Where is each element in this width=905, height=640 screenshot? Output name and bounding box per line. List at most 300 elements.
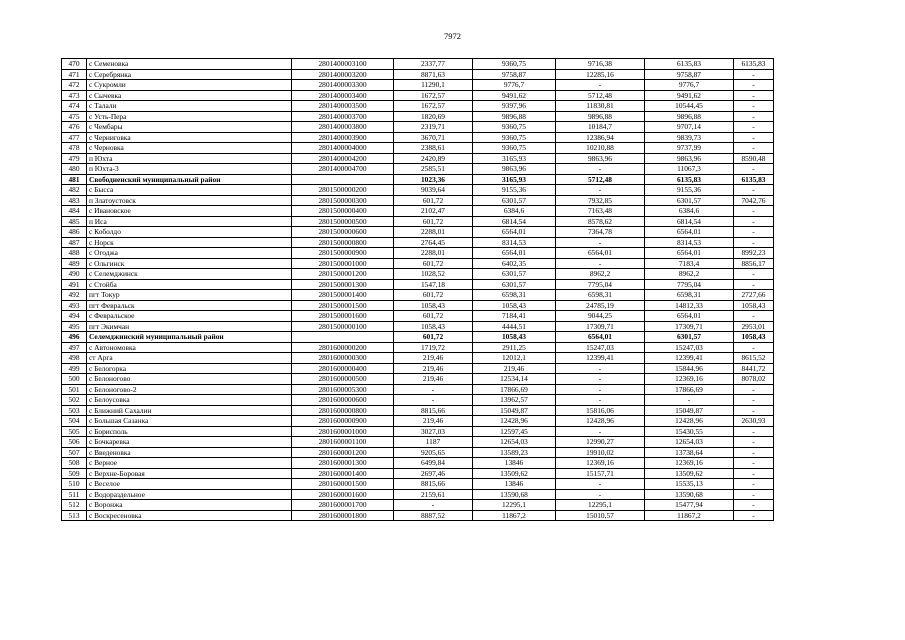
value-3-cell: 19910,02 [556,447,645,458]
value-4-cell: 9758,87 [645,69,734,80]
settlement-name-cell: с Усть-Пера [87,111,292,122]
oktmo-code-cell: 2801600001400 [292,468,394,479]
table-row [62,143,774,154]
value-1-cell: 219,46 [394,363,473,374]
settlement-name-cell: с Огоджа [87,248,292,259]
value-3-cell: 12399,41 [556,353,645,364]
value-4-cell: 7795,04 [645,279,734,290]
value-3-cell: - [556,258,645,269]
value-2-cell: 3165,93 [473,174,556,185]
value-1-cell: 8887,52 [394,510,473,521]
value-5-cell: 8590,48 [734,153,774,164]
settlement-name-cell: с Водораздельное [87,489,292,500]
value-2-cell: 6301,57 [473,195,556,206]
table-row [62,384,774,395]
value-5-cell: 8856,17 [734,258,774,269]
settlement-name-cell: с Бысса [87,185,292,196]
value-4-cell: 11867,2 [645,510,734,521]
row-number-cell: 476 [62,122,87,133]
value-2-cell: 6564,01 [473,227,556,238]
value-5-cell: 2630,93 [734,416,774,427]
row-number-cell: 509 [62,468,87,479]
value-4-cell: 13590,68 [645,489,734,500]
value-1-cell: 8871,63 [394,69,473,80]
value-3-cell: 12386,94 [556,132,645,143]
table-row [62,416,774,427]
value-3-cell: 9863,96 [556,153,645,164]
value-3-cell: - [556,479,645,490]
table-row [62,258,774,269]
value-5-cell: - [734,185,774,196]
value-3-cell: 5712,48 [556,90,645,101]
table-row [62,248,774,259]
row-number-cell: 507 [62,447,87,458]
table-row [62,227,774,238]
settlement-name-cell: с Коболдо [87,227,292,238]
oktmo-code-cell: 2801500000500 [292,216,394,227]
oktmo-code-cell: 2801500000400 [292,206,394,217]
settlement-name-cell: с Черновка [87,143,292,154]
value-3-cell: 7163,48 [556,206,645,217]
value-4-cell: 9707,14 [645,122,734,133]
row-number-cell: 480 [62,164,87,175]
table-row [62,80,774,91]
value-4-cell: 12428,96 [645,416,734,427]
oktmo-code-cell: 2801600000600 [292,395,394,406]
value-3-cell: - [556,80,645,91]
oktmo-code-cell: 2801600001600 [292,489,394,500]
settlement-name-cell: с Стойба [87,279,292,290]
row-number-cell: 508 [62,458,87,469]
value-1-cell: 8815,66 [394,405,473,416]
settlement-name-cell: с Белоногово-2 [87,384,292,395]
value-4-cell: 9839,73 [645,132,734,143]
value-2-cell: 13846 [473,458,556,469]
value-5-cell: 8441,72 [734,363,774,374]
value-4-cell: 17866,69 [645,384,734,395]
value-1-cell: 1058,43 [394,300,473,311]
value-4-cell: 12399,41 [645,353,734,364]
value-4-cell: 15049,87 [645,405,734,416]
oktmo-code-cell: 2801600001800 [292,510,394,521]
settlement-name-cell: с Воронжа [87,500,292,511]
value-5-cell: - [734,437,774,448]
value-1-cell: 2585,51 [394,164,473,175]
value-3-cell: - [556,237,645,248]
oktmo-code-cell: 2801400003200 [292,69,394,80]
row-number-cell: 491 [62,279,87,290]
value-2-cell: 12534,14 [473,374,556,385]
value-5-cell: 6135,83 [734,174,774,185]
table-row [62,290,774,301]
value-1-cell: 2288,01 [394,248,473,259]
value-1-cell: 601,72 [394,216,473,227]
value-3-cell: 9896,88 [556,111,645,122]
value-1-cell: 2337,77 [394,59,473,70]
value-1-cell: 219,46 [394,374,473,385]
value-4-cell: 15247,03 [645,342,734,353]
value-1-cell: 601,72 [394,311,473,322]
settlement-name-cell: с Верхне-Боровая [87,468,292,479]
value-1-cell: 2697,46 [394,468,473,479]
value-5-cell: 7042,76 [734,195,774,206]
row-number-cell: 510 [62,479,87,490]
oktmo-code-cell: 2801600001500 [292,479,394,490]
value-5-cell: 1058,43 [734,300,774,311]
settlement-name-cell: с Черниговка [87,132,292,143]
value-5-cell: - [734,384,774,395]
row-number-cell: 489 [62,258,87,269]
value-2-cell: 13962,57 [473,395,556,406]
oktmo-code-cell [292,174,394,185]
row-number-cell: 470 [62,59,87,70]
oktmo-code-cell: 2801500000800 [292,237,394,248]
value-5-cell: - [734,122,774,133]
value-2-cell: 9863,96 [473,164,556,175]
value-3-cell: 9044,25 [556,311,645,322]
value-2-cell: 12012,1 [473,353,556,364]
value-3-cell: - [556,489,645,500]
value-1-cell: 1028,52 [394,269,473,280]
value-4-cell: 6135,83 [645,59,734,70]
value-2-cell: 17866,69 [473,384,556,395]
row-number-cell: 472 [62,80,87,91]
value-3-cell: - [556,384,645,395]
oktmo-code-cell: 2801600005300 [292,384,394,395]
value-4-cell: 11067,3 [645,164,734,175]
row-number-cell: 477 [62,132,87,143]
oktmo-code-cell: 2801500001600 [292,311,394,322]
value-4-cell: 8314,53 [645,237,734,248]
value-2-cell: 13509,62 [473,468,556,479]
value-5-cell: - [734,479,774,490]
oktmo-code-cell: 2801400003500 [292,101,394,112]
value-5-cell: - [734,510,774,521]
value-2-cell: 9360,75 [473,143,556,154]
oktmo-code-cell: 2801500000100 [292,321,394,332]
oktmo-code-cell: 2801600001000 [292,426,394,437]
value-2-cell: 6814,54 [473,216,556,227]
value-3-cell: 6564,01 [556,332,645,343]
value-2-cell: 8314,53 [473,237,556,248]
table-row [62,374,774,385]
table-row [62,216,774,227]
oktmo-code-cell: 2801600000300 [292,353,394,364]
value-1-cell: 2319,71 [394,122,473,133]
value-2-cell: 219,46 [473,363,556,374]
value-1-cell: 601,72 [394,258,473,269]
settlement-name-cell: с Ольгинск [87,258,292,269]
value-4-cell: 9776,7 [645,80,734,91]
settlement-name-cell: с Ближний Сахалин [87,405,292,416]
value-4-cell: 14812,33 [645,300,734,311]
settlement-name-cell: с Веселое [87,479,292,490]
value-2-cell: 1058,43 [473,332,556,343]
oktmo-code-cell: 2801400003400 [292,90,394,101]
settlement-name-cell: п Иса [87,216,292,227]
value-1-cell: 8815,66 [394,479,473,490]
row-number-cell: 496 [62,332,87,343]
oktmo-code-cell: 2801400003300 [292,80,394,91]
oktmo-code-cell: 2801500001200 [292,269,394,280]
value-2-cell: 12428,96 [473,416,556,427]
value-1-cell: 9039,64 [394,185,473,196]
value-5-cell: - [734,227,774,238]
row-number-cell: 471 [62,69,87,80]
settlement-name-cell: с Сукромли [87,80,292,91]
value-3-cell: - [556,363,645,374]
value-4-cell: 13738,64 [645,447,734,458]
value-2-cell: 9360,75 [473,132,556,143]
value-1-cell: 601,72 [394,332,473,343]
value-4-cell: 6564,01 [645,248,734,259]
value-5-cell: - [734,426,774,437]
table-row [62,101,774,112]
value-2-cell: 9360,75 [473,122,556,133]
settlement-name-cell: с Сычевка [87,90,292,101]
value-5-cell: - [734,269,774,280]
table-row [62,164,774,175]
value-4-cell: 13509,62 [645,468,734,479]
row-number-cell: 500 [62,374,87,385]
row-number-cell: 506 [62,437,87,448]
value-3-cell: 9716,38 [556,59,645,70]
value-2-cell: 9758,87 [473,69,556,80]
value-1-cell: 2288,01 [394,227,473,238]
value-5-cell: - [734,311,774,322]
value-3-cell: 15247,03 [556,342,645,353]
value-5-cell: 2953,01 [734,321,774,332]
value-4-cell: 6564,01 [645,227,734,238]
row-number-cell: 487 [62,237,87,248]
settlement-name-cell: с Верное [87,458,292,469]
value-5-cell: - [734,279,774,290]
value-4-cell: 9863,96 [645,153,734,164]
table-row [62,353,774,364]
value-1-cell: 601,72 [394,290,473,301]
value-2-cell: 9397,96 [473,101,556,112]
value-3-cell: 10184,7 [556,122,645,133]
value-3-cell: 12990,27 [556,437,645,448]
table-row [62,479,774,490]
page-number: 7972 [444,31,461,41]
table-row [62,111,774,122]
settlement-name-cell: п Златоустовск [87,195,292,206]
value-1-cell: 601,72 [394,195,473,206]
value-3-cell: 12285,16 [556,69,645,80]
oktmo-code-cell: 2801500001400 [292,290,394,301]
value-3-cell: 8962,2 [556,269,645,280]
value-2-cell: 13590,68 [473,489,556,500]
row-number-cell: 494 [62,311,87,322]
oktmo-code-cell: 2801400003700 [292,111,394,122]
value-3-cell: 7932,85 [556,195,645,206]
table-row [62,342,774,353]
settlement-name-cell: с Серебрянка [87,69,292,80]
value-1-cell: 6499,84 [394,458,473,469]
oktmo-code-cell: 2801600001200 [292,447,394,458]
settlement-name-cell: с Введеновка [87,447,292,458]
value-2-cell: 6301,57 [473,279,556,290]
value-5-cell: - [734,101,774,112]
value-1-cell: 1820,69 [394,111,473,122]
table-row [62,363,774,374]
value-3-cell: 12295,1 [556,500,645,511]
row-number-cell: 482 [62,185,87,196]
row-number-cell: 503 [62,405,87,416]
value-4-cell: 12369,16 [645,458,734,469]
value-5-cell: - [734,458,774,469]
settlement-name-cell: с Ивановское [87,206,292,217]
value-5-cell: - [734,342,774,353]
value-4-cell: 8962,2 [645,269,734,280]
value-5-cell: - [734,69,774,80]
value-4-cell: 6384,6 [645,206,734,217]
settlement-name-cell: п Юхта-3 [87,164,292,175]
value-1-cell: 9205,65 [394,447,473,458]
oktmo-code-cell: 2801600001300 [292,458,394,469]
settlement-name-cell: с Бочкаревка [87,437,292,448]
value-5-cell: - [734,111,774,122]
value-3-cell: 12428,96 [556,416,645,427]
table-row [62,447,774,458]
value-2-cell: 15049,87 [473,405,556,416]
row-number-cell: 501 [62,384,87,395]
row-number-cell: 504 [62,416,87,427]
value-4-cell: 15844,96 [645,363,734,374]
oktmo-code-cell: 2801600000900 [292,416,394,427]
value-3-cell: 8578,62 [556,216,645,227]
table-row [62,59,774,70]
table-row [62,174,774,185]
oktmo-code-cell: 2801600000500 [292,374,394,385]
value-5-cell: - [734,447,774,458]
value-2-cell: 2911,25 [473,342,556,353]
value-1-cell: 1672,57 [394,90,473,101]
value-4-cell: 15535,13 [645,479,734,490]
value-2-cell: 9491,62 [473,90,556,101]
settlement-name-cell: п Юхта [87,153,292,164]
table-row [62,300,774,311]
table-row [62,437,774,448]
value-5-cell: - [734,90,774,101]
row-number-cell: 498 [62,353,87,364]
value-2-cell: 4444,51 [473,321,556,332]
value-1-cell: 2388,61 [394,143,473,154]
settlement-name-cell: с Белоусовка [87,395,292,406]
value-4-cell: 7183,4 [645,258,734,269]
settlement-name-cell: с Автономовка [87,342,292,353]
oktmo-code-cell: 2801400004200 [292,153,394,164]
table-row [62,321,774,332]
value-2-cell: 1058,43 [473,300,556,311]
value-3-cell: 6598,31 [556,290,645,301]
value-1-cell: 2159,61 [394,489,473,500]
table-row [62,206,774,217]
value-5-cell: - [734,489,774,500]
settlement-name-cell: с Большая Сазанка [87,416,292,427]
row-number-cell: 478 [62,143,87,154]
value-4-cell: 9896,88 [645,111,734,122]
table-row [62,311,774,322]
value-2-cell: 6402,35 [473,258,556,269]
data-table [61,58,774,521]
table-row [62,237,774,248]
value-1-cell: 2102,47 [394,206,473,217]
value-4-cell: 12369,16 [645,374,734,385]
value-3-cell: 12369,16 [556,458,645,469]
row-number-cell: 513 [62,510,87,521]
settlement-name-cell: с Воскресеновка [87,510,292,521]
value-5-cell: - [734,80,774,91]
value-3-cell: 17309,71 [556,321,645,332]
table-row [62,279,774,290]
value-5-cell: - [734,143,774,154]
row-number-cell: 484 [62,206,87,217]
oktmo-code-cell: 2801500001500 [292,300,394,311]
row-number-cell: 493 [62,300,87,311]
value-3-cell: 6564,01 [556,248,645,259]
row-number-cell: 475 [62,111,87,122]
value-3-cell: 11830,81 [556,101,645,112]
oktmo-code-cell: 2801600000400 [292,363,394,374]
value-1-cell: 219,46 [394,416,473,427]
oktmo-code-cell: 2801600001100 [292,437,394,448]
value-2-cell: 13589,23 [473,447,556,458]
value-3-cell: 15010,57 [556,510,645,521]
oktmo-code-cell: 2801500000900 [292,248,394,259]
table-row [62,395,774,406]
value-5-cell: 2727,66 [734,290,774,301]
value-5-cell: - [734,405,774,416]
settlement-name-cell: пгт Экимчан [87,321,292,332]
value-1-cell: 2764,45 [394,237,473,248]
value-2-cell: 9360,75 [473,59,556,70]
table-row [62,405,774,416]
table-row [62,458,774,469]
table-row [62,132,774,143]
settlement-name-cell: Селемджинский муниципальный район [87,332,292,343]
oktmo-code-cell: 2801600000200 [292,342,394,353]
value-5-cell: 8078,02 [734,374,774,385]
oktmo-code-cell: 2801500000200 [292,185,394,196]
row-number-cell: 488 [62,248,87,259]
value-2-cell: 6301,57 [473,269,556,280]
table-row [62,332,774,343]
value-2-cell: 3165,93 [473,153,556,164]
value-3-cell: - [556,185,645,196]
value-5-cell: - [734,216,774,227]
value-4-cell: 10544,45 [645,101,734,112]
settlement-name-cell: ст Арга [87,353,292,364]
value-5-cell: - [734,164,774,175]
value-5-cell: 8615,52 [734,353,774,364]
value-3-cell: - [556,374,645,385]
row-number-cell: 502 [62,395,87,406]
settlement-name-cell: с Семеновка [87,59,292,70]
value-1-cell: - [394,500,473,511]
value-1-cell: 1187 [394,437,473,448]
value-4-cell: 9737,99 [645,143,734,154]
table-row [62,122,774,133]
oktmo-code-cell: 2801600001700 [292,500,394,511]
value-4-cell: 6564,01 [645,311,734,322]
value-4-cell: 17309,71 [645,321,734,332]
value-4-cell: 6301,57 [645,195,734,206]
table-row [62,185,774,196]
value-2-cell: 12597,45 [473,426,556,437]
value-2-cell: 6384,6 [473,206,556,217]
